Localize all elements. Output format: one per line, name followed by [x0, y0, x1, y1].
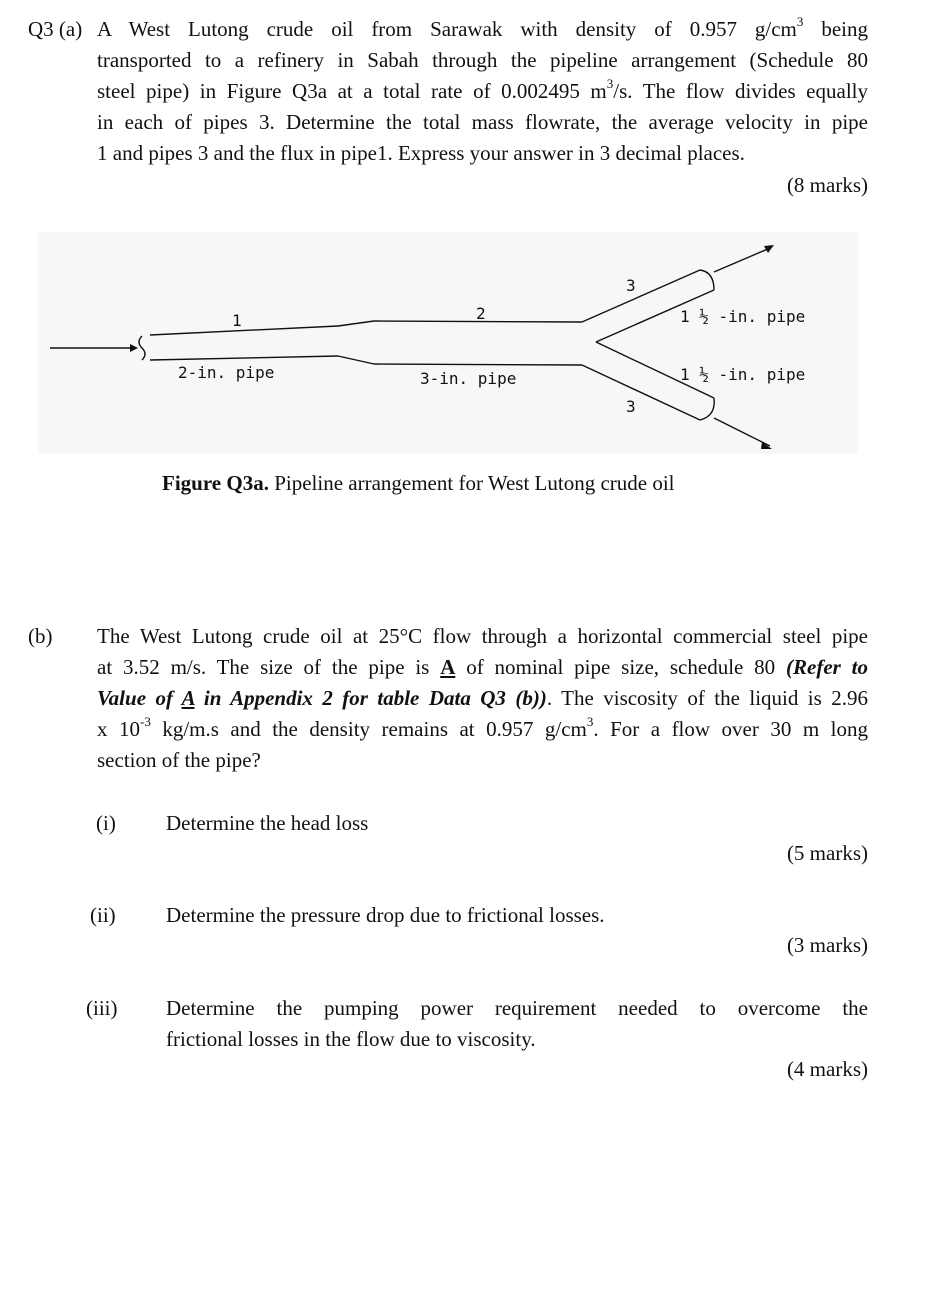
part-ii-text: Determine the pressure drop due to frictional losses.: [166, 903, 605, 927]
q3b-l3a: Value of: [97, 686, 182, 710]
pipe-3in-bottom: [374, 364, 582, 365]
q3a-text-1b: being: [821, 17, 868, 41]
q3a-line-3: [97, 76, 868, 107]
q3b-line-3: [97, 683, 868, 714]
q3a-marks: (8 marks): [786, 173, 868, 197]
figure-q3a: [38, 232, 858, 454]
q3b-line-2: [97, 652, 868, 683]
part-iii-marks: (4 marks): [786, 1057, 868, 1081]
q3b-l4c: . For a flow over 30 m long: [593, 717, 868, 741]
q3b-l2c: (Refer to: [786, 655, 868, 679]
q3b-line-1: The West Lutong crude oil at 25°C flow through a horizontal commercial steel pipe: [97, 624, 868, 648]
q3a-sup-3: 3: [606, 76, 614, 91]
q3b-l2a: at 3.52 m/s. The size of the pipe is: [97, 655, 441, 679]
part-iii-text-1: Determine the pumping power requirement needed to overcome the: [166, 996, 868, 1020]
q3b-line-5: section of the pipe?: [97, 748, 261, 772]
pipe-2-number: 2: [476, 304, 486, 323]
q3b-l3c: . The viscosity of the liquid is 2.96: [546, 686, 868, 710]
q3a-sup-1: 3: [796, 14, 804, 29]
pipeline-diagram: [38, 232, 858, 454]
label-3in-pipe: 3-in. pipe: [420, 369, 517, 388]
q3a-line-5: 1 and pipes 3 and the flux in pipe1. Express your answer in 3 decimal places.: [97, 141, 745, 165]
q3b-l4b: kg/m.s and the density remains at 0.957 g/cm: [150, 717, 587, 741]
q3a-text-3a: steel pipe) in Figure Q3a at a total rate of 0.002495 m: [97, 79, 607, 103]
caption-bold: Figure Q3a.: [162, 471, 269, 495]
q3a-text-3b: /s. The flow divides equally: [613, 79, 868, 103]
q3b-exp: -3: [140, 714, 151, 729]
q3a-line-4: in each of pipes 3. Determine the total mass flowrate, the average velocity in pipe: [97, 110, 868, 134]
q3b-l3b: in Appendix 2 for table Data Q3 (b)): [194, 686, 547, 710]
pipe-3-top-number: 3: [626, 276, 636, 295]
figure-caption: [162, 468, 675, 499]
part-iii-number: (iii): [86, 996, 118, 1020]
q3a-line-1: [97, 14, 868, 45]
q3b-line-4: [97, 714, 868, 745]
figure-background: [38, 232, 858, 454]
part-i-number: (i): [96, 811, 116, 835]
q3b-label: (b): [28, 624, 53, 648]
q3a-label: Q3 (a): [28, 17, 83, 41]
q3b-l2b: of nominal pipe size, schedule 80: [455, 655, 787, 679]
pipe-3-bottom-number: 3: [626, 397, 636, 416]
q3b-A-1: A: [440, 655, 456, 679]
q3b-A-2: A: [181, 686, 195, 710]
part-ii-number: (ii): [90, 903, 116, 927]
caption-rest: Pipeline arrangement for West Lutong crude oil: [268, 471, 675, 495]
q3a-text-1a: A West Lutong crude oil from Sarawak with density of 0.957 g/cm: [97, 17, 797, 41]
label-2in-pipe: 2-in. pipe: [178, 363, 275, 382]
q3b-l4a: x 10: [97, 717, 140, 741]
pipe-1-number: 1: [232, 311, 242, 330]
part-i-text: Determine the head loss: [166, 811, 369, 835]
part-i-marks: (5 marks): [786, 841, 868, 865]
part-iii-text-2: frictional losses in the flow due to viscosity.: [166, 1027, 536, 1051]
part-ii-marks: (3 marks): [786, 933, 868, 957]
q3a-line-2: transported to a refinery in Sabah through the pipeline arrangement (Schedule 80: [97, 48, 868, 72]
q3b-sup: 3: [586, 714, 594, 729]
label-1-5in-pipe-bottom: 1 ½ -in. pipe: [680, 365, 806, 384]
label-1-5in-pipe-top: 1 ½ -in. pipe: [680, 307, 806, 326]
